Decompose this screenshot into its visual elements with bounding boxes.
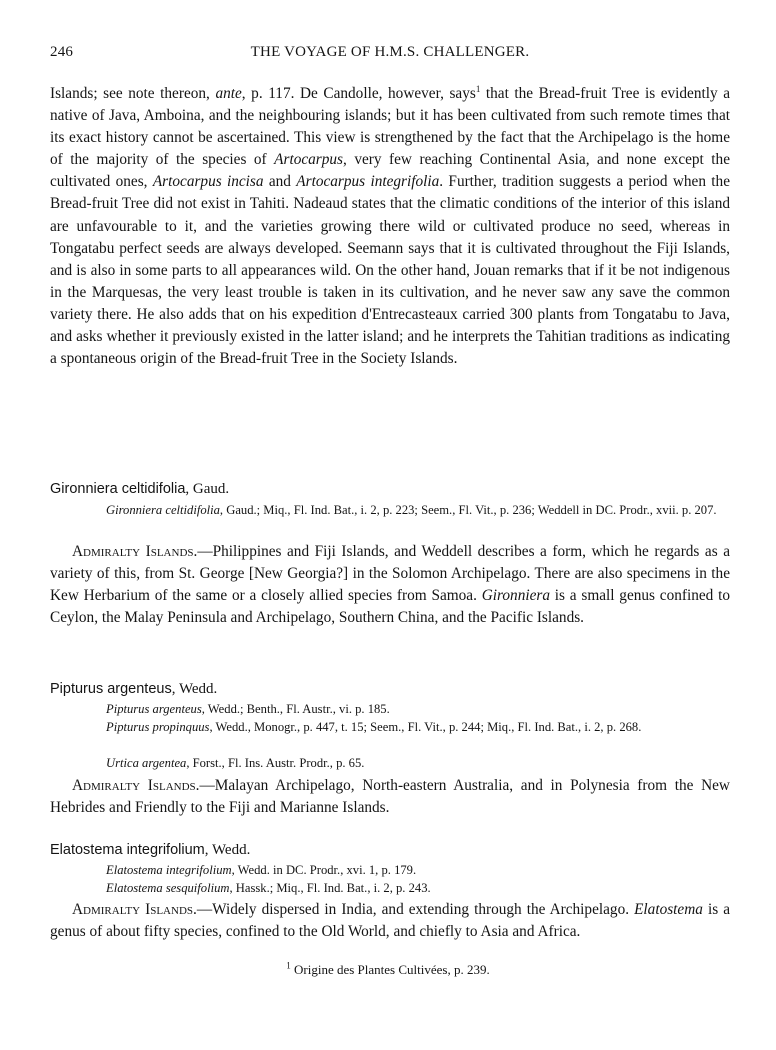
footnote: [0, 962, 776, 978]
reference-text: , Gaud.; Miq., Fl. Ind. Bat., i. 2, p. 223; Seem., Fl. Vit., p. 236; Weddell in DC. Prodr., xvii. p. 207.: [219, 503, 717, 517]
reference-text: , Hassk.; Miq., Fl. Ind. Bat., i. 2, p. 243.: [229, 881, 431, 895]
synonym-name: Gironniera celtidifolia: [106, 503, 220, 517]
italic-genus: Artocarpus: [274, 151, 344, 169]
breadfruit-paragraph: [50, 83, 730, 370]
italic-term: ante: [215, 85, 242, 102]
synonym-reference: [106, 880, 744, 897]
synonym-reference: [106, 719, 744, 736]
locality-label: Admiralty Islands.: [72, 777, 200, 794]
synonym-name: Elatostema integrifolium: [106, 863, 232, 877]
text-run: is a small genus confined to Ceylon, the Malay Peninsula and Archipelago, Southern China, and the Pacific Islands.: [50, 587, 730, 627]
text-run: that the Bread-fruit Tree is evidently a native of Java, Amboina, and the neighbouring islands; but it has been cultivated from such remote times that its exact history cannot be ascertained. This view is strengthened by the fact that the Archipelago is the home of the majority of the species of: [50, 85, 730, 169]
italic-species: Artocarpus incisa: [152, 173, 264, 191]
text-run: is a genus of about fifty species, confined to the Old World, and chiefly to Asia and Africa.: [50, 901, 730, 941]
gironniera-paragraph: [50, 541, 730, 629]
page-header: [50, 44, 730, 64]
pipturus-paragraph: [50, 775, 730, 819]
text-run: , very few reaching Continental Asia, and none except the cultivated ones,: [50, 151, 730, 191]
synonym-name: Elatostema sesquifolium: [106, 881, 230, 895]
species-name: Pipturus argenteus: [50, 681, 172, 697]
synonym-name: Pipturus argenteus: [106, 702, 202, 716]
text-run: —Malayan Archipelago, North-eastern Australia, and in Polynesia from the New Hebrides and Friendly to the Fiji and Marianne Islands.: [50, 777, 730, 817]
synonym-reference: [106, 862, 744, 879]
elatostema-paragraph: [50, 899, 730, 943]
footnote-text: Origine des Plantes Cultivées, p. 239.: [290, 962, 490, 977]
species-heading-elatostema: [50, 840, 730, 860]
synonym-reference: [106, 701, 744, 718]
text-run: —Philippines and Fiji Islands, and Weddell describes a form, which he regards as a variety of this, from St. George [New Georgia?] in the Solomon Archipelago. There are also specimens in the Kew Herbarium of the same or a closely allied species from Samoa.: [50, 543, 730, 605]
synonym-name: Urtica argentea: [106, 756, 187, 770]
italic-species: Artocarpus integrifolia: [296, 173, 440, 191]
text-run: —Widely dispersed in India, and extending through the Archipelago.: [196, 901, 635, 918]
locality-label: Admiralty Islands.: [72, 901, 197, 918]
footnote-marker: 1: [475, 83, 481, 94]
text-run: . Further, tradition suggests a period when the Bread-fruit Tree did not exist in Tahiti. Nadeaud states that the climatic conditions of the interior of this island are unfavourable to it, and the varieties growing there wild or cultivated produce no seed, whereas in Tongatabu perfect seeds are always developed. Seemann says that it is cultivated throughout the Fiji Islands, and is also in some parts to all appearances wild. On the other hand, Jouan remarks that if it be not indigenous in the Marquesas, the very least trouble is taken in its cultivation, and he never saw any save the common variety there. He also adds that on his expedition d'Entrecasteaux carried 300 plants from Tongatabu to Java, and asks whether it previously existed in the latter island; and he interprets the Tahitian traditions as indicating a spontaneous origin of the Bread-fruit Tree in the Society Islands.: [50, 173, 730, 368]
species-author: , Wedd.: [204, 842, 251, 858]
text-run: and: [263, 173, 297, 191]
species-name: Elatostema integrifolium: [50, 842, 205, 858]
footnote-marker: 1: [286, 960, 291, 971]
species-name: Gironniera celtidifolia: [50, 481, 186, 497]
species-heading-pipturus: [50, 679, 730, 699]
synonym-reference: [106, 502, 744, 519]
running-title: THE VOYAGE OF H.M.S. CHALLENGER.: [250, 44, 530, 60]
reference-text: , Forst., Fl. Ins. Austr. Prodr., p. 65.: [186, 756, 365, 770]
synonym-reference: [106, 755, 744, 772]
reference-text: , Wedd., Monogr., p. 447, t. 15; Seem., Fl. Vit., p. 244; Miq., Fl. Ind. Bat., i. 2, p. 268.: [209, 720, 642, 734]
page-number: 246: [50, 44, 74, 60]
species-author: , Gaud.: [185, 481, 230, 497]
text-run: Islands; see note thereon,: [50, 85, 216, 102]
synonym-name: Pipturus propinquus: [106, 720, 210, 734]
species-heading-gironniera: [50, 479, 730, 499]
reference-text: , Wedd.; Benth., Fl. Austr., vi. p. 185.: [201, 702, 390, 716]
italic-genus: Gironniera: [481, 587, 550, 605]
reference-text: , Wedd. in DC. Prodr., xvi. 1, p. 179.: [231, 863, 417, 877]
species-author: , Wedd.: [171, 681, 218, 697]
locality-label: Admiralty Islands.: [72, 543, 198, 560]
text-run: , p. 117. De Candolle, however, says: [241, 85, 476, 102]
italic-genus: Elatostema: [634, 901, 703, 918]
